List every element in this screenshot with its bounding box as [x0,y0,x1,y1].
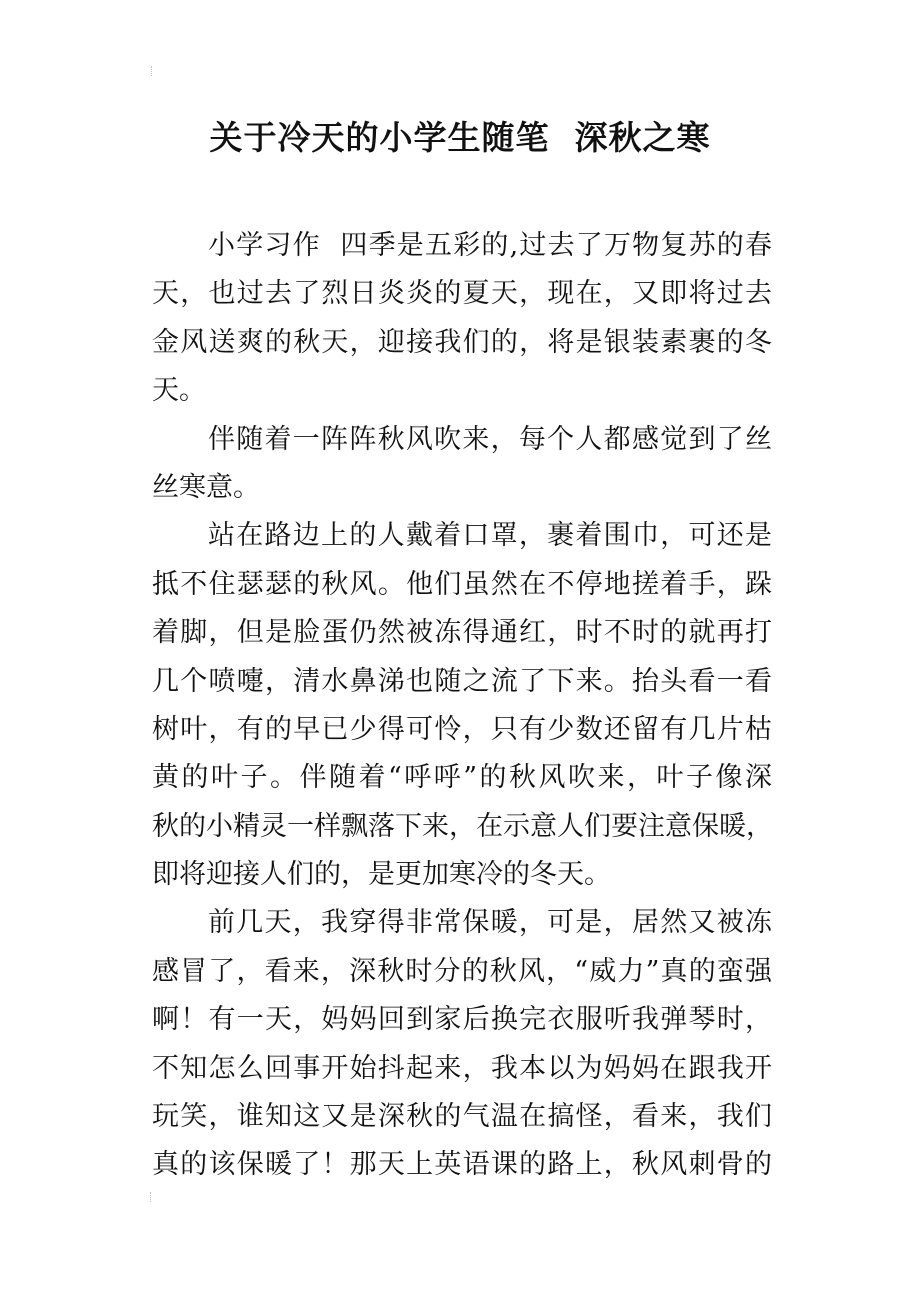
paragraph-3-line-7: 秋的小精灵一样飘落下来，在示意人们要注意保暖， [152,810,773,842]
paragraph-4-line-1: 前几天，我穿得非常保暖，可是，居然又被冻 [208,907,772,939]
page-corner-mark-top [151,66,158,76]
paragraph-3-line-4: 几个喷嚏，清水鼻涕也随之流了下来。抬头看一看 [152,665,772,697]
paragraph-1-line-4: 天。 [152,375,206,407]
paragraph-4-line-6: 真的该保暖了！那天上英语课的路上，秋风刺骨的 [152,1149,772,1181]
paragraph-2-line-1: 伴随着一阵阵秋风吹来，每个人都感觉到了丝 [208,423,772,455]
paragraph-1-line-2: 天，也过去了烈日炎炎的夏天，现在，又即将过去 [152,278,772,310]
paragraph-4-line-5: 玩笑，谁知这又是深秋的气温在搞怪，看来，我们 [152,1101,772,1133]
paragraph-3-line-8: 即将迎接人们的，是更加寒冷的冬天。 [152,859,611,891]
paragraph-3-line-3: 着脚，但是脸蛋仍然被冻得通红，时不时的就再打 [152,617,772,649]
paragraph-3-line-2: 抵不住瑟瑟的秋风。他们虽然在不停地搓着手，跺 [152,568,772,600]
page-title: 关于冷天的小学生随笔 深秋之寒 [209,118,711,157]
paragraph-3-line-5: 树叶，有的早已少得可怜，只有少数还留有几片枯 [152,713,772,745]
paragraph-4-line-3: 啊！有一天，妈妈回到家后换完衣服听我弹琴时， [152,1004,772,1036]
paragraph-3-line-1: 站在路边上的人戴着口罩，裹着围巾，可还是 [208,520,772,552]
paragraph-4-line-2: 感冒了，看来，深秋时分的秋风，“威力”真的蛮强 [152,955,772,987]
article-body [152,222,772,1190]
paragraph-3-line-6: 黄的叶子。伴随着“呼呼”的秋风吹来，叶子像深 [152,762,772,794]
paragraph-2-line-2: 丝寒意。 [152,471,260,503]
paragraph-4-line-4: 不知怎么回事开始抖起来，我本以为妈妈在跟我开 [152,1052,772,1084]
paragraph-1-line-3: 金风送爽的秋天，迎接我们的，将是银装素裹的冬 [152,326,772,358]
page-corner-mark-bottom [150,1192,157,1202]
paragraph-1-line-1: 小学习作 四季是五彩的,过去了万物复苏的春 [208,230,772,261]
